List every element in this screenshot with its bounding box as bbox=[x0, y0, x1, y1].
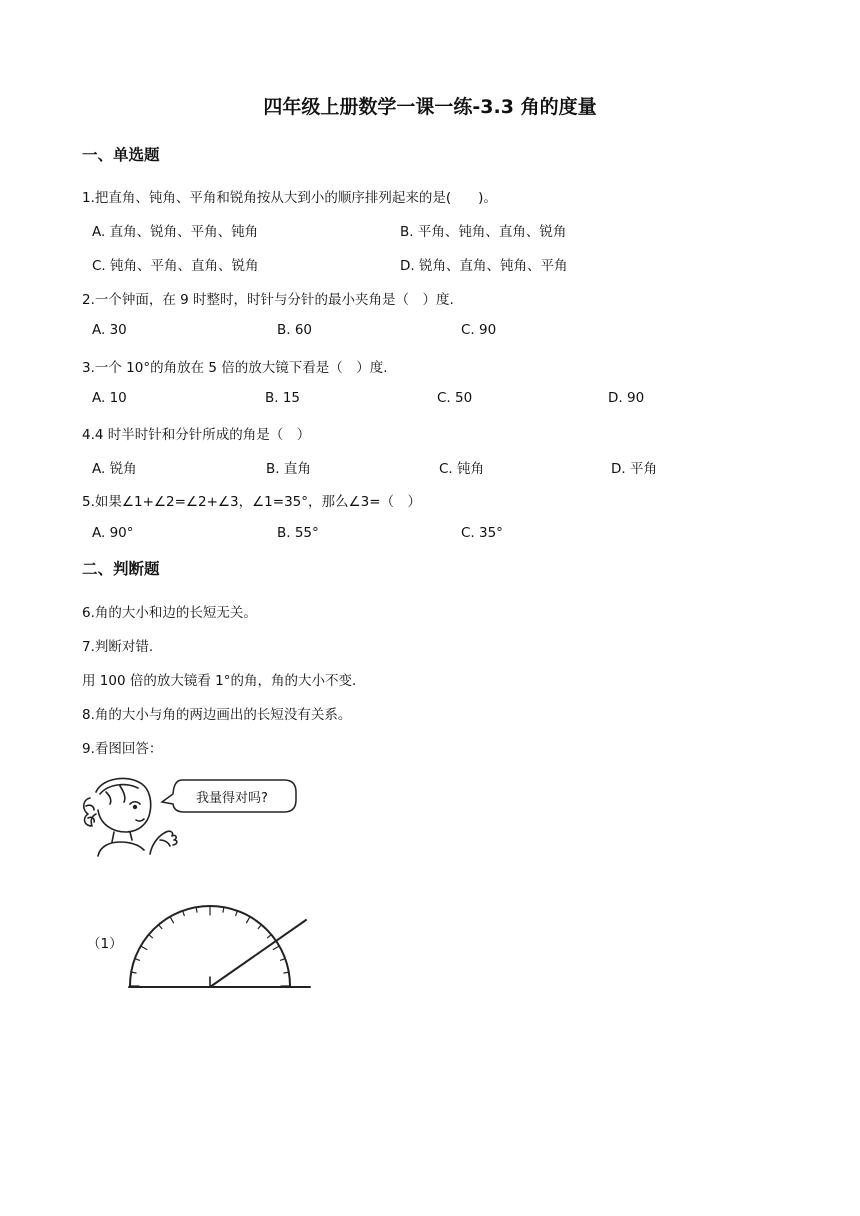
section-heading-judgment: 二、判断题 bbox=[82, 560, 160, 578]
protractor-tick bbox=[236, 911, 238, 916]
question-3-text: 3.一个 10°的角放在 5 倍的放大镜下看是（ ）度. bbox=[82, 360, 388, 376]
protractor-tick bbox=[281, 959, 286, 961]
question-5-option-b: B. 55° bbox=[277, 525, 319, 541]
question-7-text: 7.判断对错. bbox=[82, 639, 154, 655]
question-2-option-b: B. 60 bbox=[277, 322, 313, 338]
question-5-text: 5.如果∠1+∠2=∠2+∠3，∠1=35°，那么∠3=（ ） bbox=[82, 494, 422, 510]
protractor-tick bbox=[183, 911, 185, 916]
question-3-option-a: A. 10 bbox=[92, 390, 127, 406]
page-title: 四年级上册数学一课一练-3.3 角的度量 bbox=[263, 96, 597, 118]
question-4-option-c: C. 钝角 bbox=[439, 461, 485, 477]
protractor-tick bbox=[149, 935, 153, 938]
protractor-tick bbox=[268, 935, 272, 938]
protractor-tick bbox=[258, 925, 261, 929]
question-4-option-d: D. 平角 bbox=[611, 461, 657, 477]
question-5-option-c: C. 35° bbox=[461, 525, 503, 541]
question-7-statement: 用 100 倍的放大镜看 1°的角，角的大小不变. bbox=[82, 673, 357, 689]
question-1-option-c: C. 钝角、平角、直角、锐角 bbox=[92, 258, 259, 274]
question-2-text: 2.一个钟面，在 9 时整时，时针与分针的最小夹角是（ ）度. bbox=[82, 292, 454, 308]
question-3-option-c: C. 50 bbox=[437, 390, 473, 406]
question-4-text: 4.4 时半时针和分针所成的角是（ ） bbox=[82, 427, 311, 443]
question-3-option-d: D. 90 bbox=[608, 390, 645, 406]
question-8-text: 8.角的大小与角的两边画出的长短没有关系。 bbox=[82, 707, 352, 723]
figure-part-label: （1） bbox=[87, 936, 123, 952]
question-5-option-a: A. 90° bbox=[92, 525, 134, 541]
protractor-tick bbox=[135, 959, 140, 961]
question-9-text: 9.看图回答： bbox=[82, 741, 163, 757]
section-heading-single-choice: 一、单选题 bbox=[82, 146, 160, 164]
question-1-option-a: A. 直角、锐角、平角、钝角 bbox=[92, 224, 259, 240]
question-4-option-b: B. 直角 bbox=[266, 461, 311, 477]
protractor-tick bbox=[273, 946, 279, 950]
protractor-tick bbox=[141, 946, 147, 950]
protractor-figure bbox=[120, 900, 320, 995]
question-4-option-a: A. 锐角 bbox=[92, 461, 137, 477]
question-6-text: 6.角的大小和边的长短无关。 bbox=[82, 605, 257, 621]
question-2-option-c: C. 90 bbox=[461, 322, 497, 338]
question-3-option-b: B. 15 bbox=[265, 390, 301, 406]
question-1-option-b: B. 平角、钝角、直角、锐角 bbox=[400, 224, 567, 240]
question-2-option-a: A. 30 bbox=[92, 322, 127, 338]
protractor-tick bbox=[159, 925, 162, 929]
protractor-tick bbox=[170, 917, 174, 923]
question-1-option-d: D. 锐角、直角、钝角、平角 bbox=[400, 258, 568, 274]
speech-bubble-text: 我量得对吗? bbox=[196, 791, 268, 806]
question-1-text: 1.把直角、钝角、平角和锐角按从大到小的顺序排列起来的是( )。 bbox=[82, 190, 497, 206]
protractor-tick bbox=[247, 917, 251, 923]
